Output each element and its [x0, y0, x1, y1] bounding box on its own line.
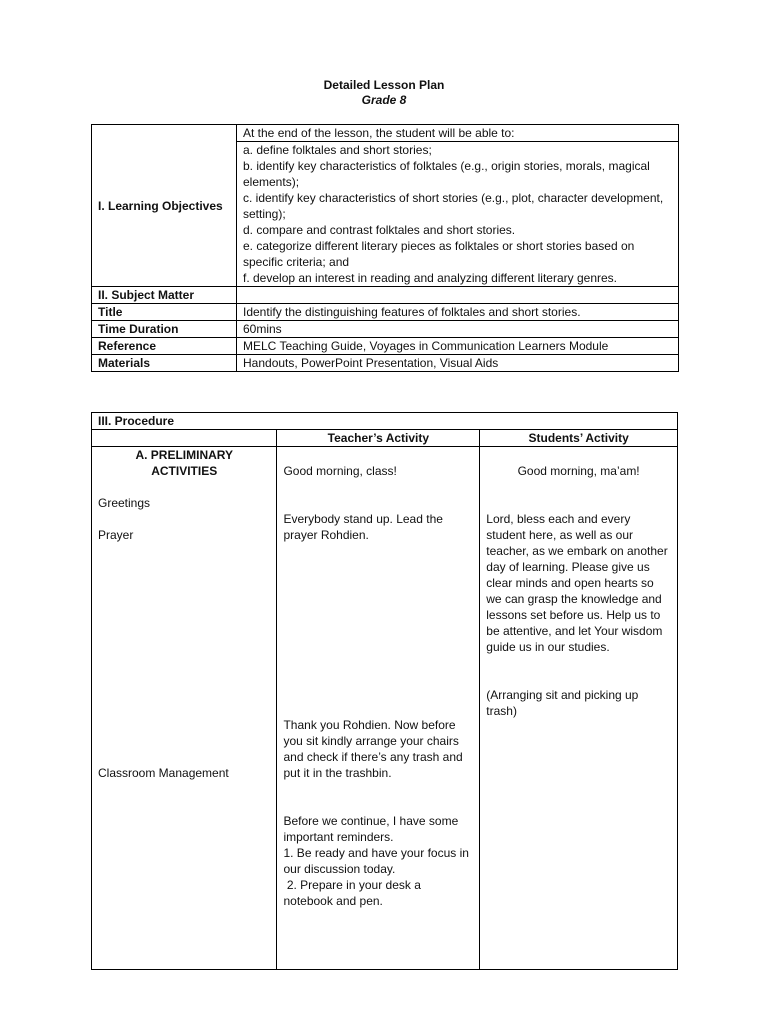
reference-label: Reference [92, 338, 237, 355]
document-title: Detailed Lesson Plan [323, 78, 445, 92]
teacher-prayer: Everybody stand up. Lead the prayer Rohdien. [283, 512, 443, 542]
objective-item: a. define folktales and short stories; [243, 143, 432, 157]
spacer [98, 511, 270, 527]
procedure-heading-row [92, 413, 678, 430]
spacer [486, 479, 671, 511]
time-duration-label: Time Duration [92, 321, 237, 338]
section-title: A. PRELIMINARY [135, 448, 234, 462]
activity-labels-cell [92, 447, 277, 970]
prayer-label: Prayer [98, 528, 134, 542]
title-value: Identify the distinguishing features of folktales and short stories. [237, 304, 679, 321]
time-duration-row [92, 321, 679, 338]
teacher-reminder-1: 1. Be ready and have your focus in our discussion today. [283, 846, 469, 876]
objective-item: e. categorize different literary pieces as folktales or short stories based on specific criteria; and [243, 239, 635, 269]
procedure-label: III. Procedure [92, 413, 678, 430]
objectives-intro: At the end of the lesson, the student will be able to: [237, 125, 679, 142]
title-label: Title [92, 304, 237, 321]
student-greeting: Good morning, ma’am! [517, 464, 640, 478]
spacer [98, 543, 270, 765]
objectives-label: I. Learning Objectives [92, 125, 237, 287]
objective-item: f. develop an interest in reading and analyzing different literary genres. [243, 271, 618, 285]
objective-item: c. identify key characteristics of short stories (e.g., plot, character development, setting); [243, 191, 664, 221]
procedure-columns-row [92, 430, 678, 447]
materials-row [92, 355, 679, 372]
procedure-column-blank [92, 430, 277, 447]
title-row [92, 304, 679, 321]
materials-value: Handouts, PowerPoint Presentation, Visual Aids [237, 355, 679, 372]
teacher-activity-cell [277, 447, 480, 970]
lesson-info-table [91, 124, 679, 372]
classroom-management-label: Classroom Management [98, 766, 229, 780]
teacher-greeting: Good morning, class! [283, 464, 397, 478]
document-subtitle: Grade 8 [361, 93, 407, 107]
reference-value: MELC Teaching Guide, Voyages in Communication Learners Module [237, 338, 679, 355]
procedure-table [91, 412, 678, 970]
spacer [98, 479, 270, 495]
objective-item: b. identify key characteristics of folktales (e.g., origin stories, morals, magical elements); [243, 159, 650, 189]
subject-matter-label: II. Subject Matter [92, 287, 237, 304]
spacer [486, 655, 671, 687]
reference-row [92, 338, 679, 355]
subject-matter-empty [237, 287, 679, 304]
students-activity-cell [480, 447, 678, 970]
subject-matter-row [92, 287, 679, 304]
objectives-list [237, 142, 679, 287]
student-prayer: Lord, bless each and every student here, as well as our teacher, as we embark on another day of learning. Please give us clear minds and open hearts so we can grasp the knowledge and lessons set before us. Help us to be attentive, and let Your wisdom guide us in our studies. [486, 512, 668, 654]
preliminary-activities-row [92, 447, 678, 970]
teacher-reminders: Before we continue, I have some important reminders. [283, 814, 459, 844]
student-classroom: (Arranging sit and picking up trash) [486, 688, 639, 718]
teacher-classroom: Thank you Rohdien. Now before you sit kindly arrange your chairs and check if there’s any trash and put it in the trashbin. [283, 718, 463, 780]
time-duration-value: 60mins [237, 321, 679, 338]
students-activity-header: Students’ Activity [480, 430, 678, 447]
teacher-activity-header: Teacher’s Activity [277, 430, 480, 447]
spacer [283, 781, 473, 813]
objectives-row [92, 125, 679, 142]
spacer [486, 447, 671, 463]
spacer [283, 479, 473, 511]
spacer [283, 543, 473, 717]
objective-item: d. compare and contrast folktales and short stories. [243, 223, 516, 237]
spacer [283, 447, 473, 463]
materials-label: Materials [92, 355, 237, 372]
section-title-continued: ACTIVITIES [151, 464, 218, 478]
teacher-reminder-2: 2. Prepare in your desk a notebook and pen. [283, 878, 425, 908]
greetings-label: Greetings [98, 496, 151, 510]
